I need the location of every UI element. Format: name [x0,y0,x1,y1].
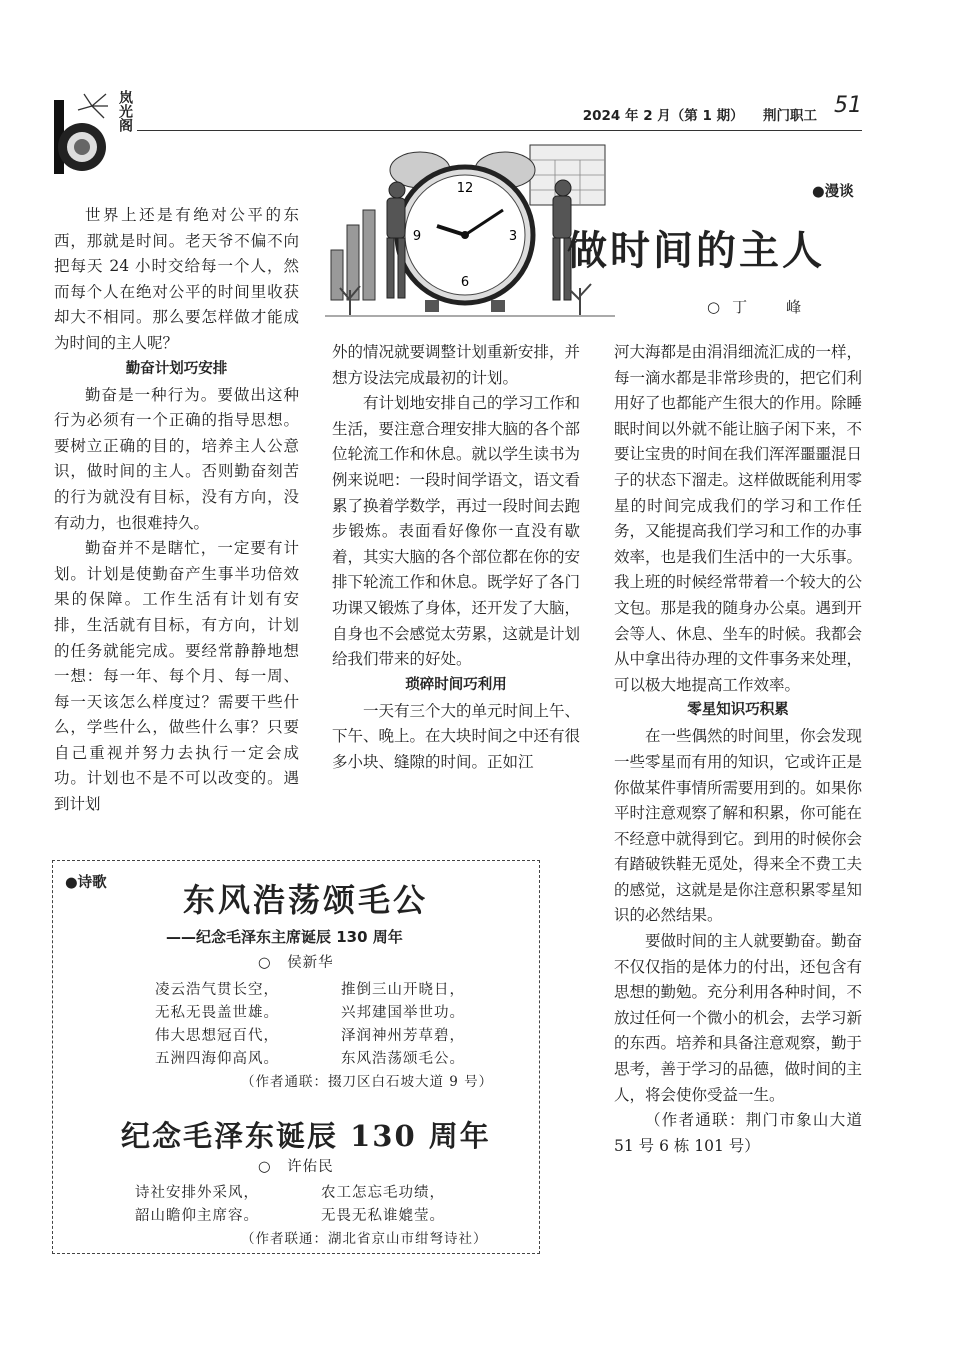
svg-text:12: 12 [456,181,474,196]
poem-line: 兴邦建国举世功。 [341,1005,465,1021]
header-meta [583,104,817,124]
poem1-left-lines [155,979,325,1071]
column-logo [52,92,110,180]
article-column-3 [614,340,862,1159]
paragraph: 勤奋并不是瞎忙，一定要有计划。计划是使勤奋产生事半功倍效果的保障。工作生活有计划有安排，生活就有目标，有方向，计划的任务就能完成。要经常静静地想一想：每一年、每个月、每一周、每一天该怎么样度过？需要干些什么，学些什么，做些什么事？只要自己重视并努力去执行一定会成功。计划也不是不可以改变的。遇到计划 [54,539,299,814]
column-logo-graphic [52,92,110,180]
poem-section-tag: ●诗歌 [65,875,107,891]
poem-line: 无畏无私谁媲莹。 [321,1208,445,1224]
paragraph: 世界上还是有绝对公平的东西，那就是时间。老天爷不偏不向把每天 24 小时交给每一个人，然而每个人在绝对公平的时间里收获却大不相同。那么要怎样做才能成为时间的主人呢？ [54,206,299,352]
poem-line: 推倒三山开晓日， [341,982,465,998]
poem-line: 无私无畏盖世雄。 [155,1005,279,1021]
article-title: 做时间的主人 [567,228,825,274]
poem-line: 伟大思想冠百代， [155,1028,279,1044]
subheading: 琐碎时间巧利用 [405,676,507,693]
poem1-contact: （作者通联：掇刀区白石坡大道 9 号） [241,1074,494,1090]
paragraph: （作者通联：荆门市象山大道 51 号 6 栋 101 号） [614,1111,862,1155]
svg-text:3: 3 [508,229,518,244]
poem2-contact: （作者联通：湖北省京山市绀弩诗社） [241,1231,488,1247]
poem1-subtitle: ——纪念毛泽东主席诞辰 130 周年 [166,928,403,946]
poem-line: 农工怎忘毛功绩， [321,1185,445,1201]
poem1-title: 东风浩荡颂毛公 [183,881,429,919]
paragraph: 有计划地安排自己的学习工作和生活，要注意合理安排大脑的各个部位轮流工作和休息。就以学生读书为例来说吧：一段时间学语文，语文看累了换着学数学，再过一段时间去跑步锻炼。表面看好像你一直没有歇着，其实大脑的各个部位都在你的安排下轮流工作和休息。既学好了各门功课又锻炼了身体，还开发了大脑，自身也不会感觉太劳累，这就是计划给我们带来的好处。 [332,394,581,669]
paragraph: 河大海都是由涓涓细流汇成的一样，每一滴水都是非常珍贵的，把它们利用好了也都能产生很大的作用。除睡眠时间以外就不能让脑子闲下来，不要让宝贵的时间在我们浑浑噩噩混日子的状态下溜走。这样做既能利用零星的时间完成我们的学习和工作任务，又能提高我们学习和工作的办事效率，也是我们生活中的一大乐事。我上班的时候经常带着一个较大的公文包。那是我的随身办公桌。遇到开会等人、休息、坐车的时候。我都会从中拿出待办理的文件事务来处理，可以极大地提高工作效率。 [614,343,863,694]
paragraph: 要做时间的主人就要勤奋。勤奋不仅仅指的是体力的付出，还包含有思想的勤勉。充分利用各种时间，不放过任何一个微小的机会，去学习新的东西。培养和具备注意观察，勤于思考，善于学习的品德，做时间的主人，将会使你受益一生。 [614,932,863,1104]
poem1-right-lines [341,979,511,1071]
poem-line: 韶山瞻仰主席容。 [135,1208,259,1224]
subheading: 勤奋计划巧安排 [125,360,228,377]
paragraph: 一天有三个大的单元时间上午、下午、晚上。在大块时间之中还有很多小块、缝隙的时间。正如江 [332,701,581,771]
paragraph: 外的情况就要调整计划重新安排，并想方设法完成最初的计划。 [332,343,581,387]
poem2-left-lines [135,1182,305,1228]
poem-box [52,860,540,1254]
column-name: 岚光阁 [117,90,133,132]
poem1-author: ○ 侯新华 [258,955,334,971]
subheading: 零星知识巧积累 [687,702,789,719]
paragraph: 在一些偶然的时间里，你会发现一些零星而有用的知识，它或许正是你做某件事情所需要用到的。如果你平时注意观察了解和积累，你可能在不经意中就得到它。到用的时候你会有踏破铁鞋无觅处，得来全不费工夫的感觉，这就是是你注意积累零星知识的必然结果。 [614,727,863,925]
paragraph: 勤奋是一种行为。要做出这种行为必须有一个正确的指导思想。要树立正确的目的，培养主人公意识，做时间的主人。否则勤奋刻苦的行为就没有目标，没有方向，没有动力，也很难持久。 [54,385,299,532]
svg-text:6: 6 [460,275,470,290]
header-rule [137,130,862,131]
poem2-title: 纪念毛泽东诞辰 130 周年 [121,1119,491,1153]
poem-line: 东风浩荡颂毛公。 [341,1051,465,1067]
article-section-tag: ●漫谈 [812,184,854,200]
publication-name: 荆门职工 [763,108,817,124]
poem-line: 诗社安排外采风， [135,1185,259,1201]
poem2-right-lines [321,1182,491,1228]
article-column-1 [54,203,299,818]
poem-line: 五洲四海仰高风。 [155,1051,279,1067]
article-author: ○丁 峰 [707,298,814,316]
article-column-2 [332,340,580,776]
poem-line: 凌云浩气贯长空， [155,982,279,998]
page-number: 51 [834,93,862,118]
poem2-author: ○ 许佑民 [258,1159,334,1175]
svg-text:9: 9 [412,229,422,244]
poem-line: 泽润神州芳草碧， [341,1028,465,1044]
issue-date: 2024 年 2 月（第 1 期） [582,108,744,124]
